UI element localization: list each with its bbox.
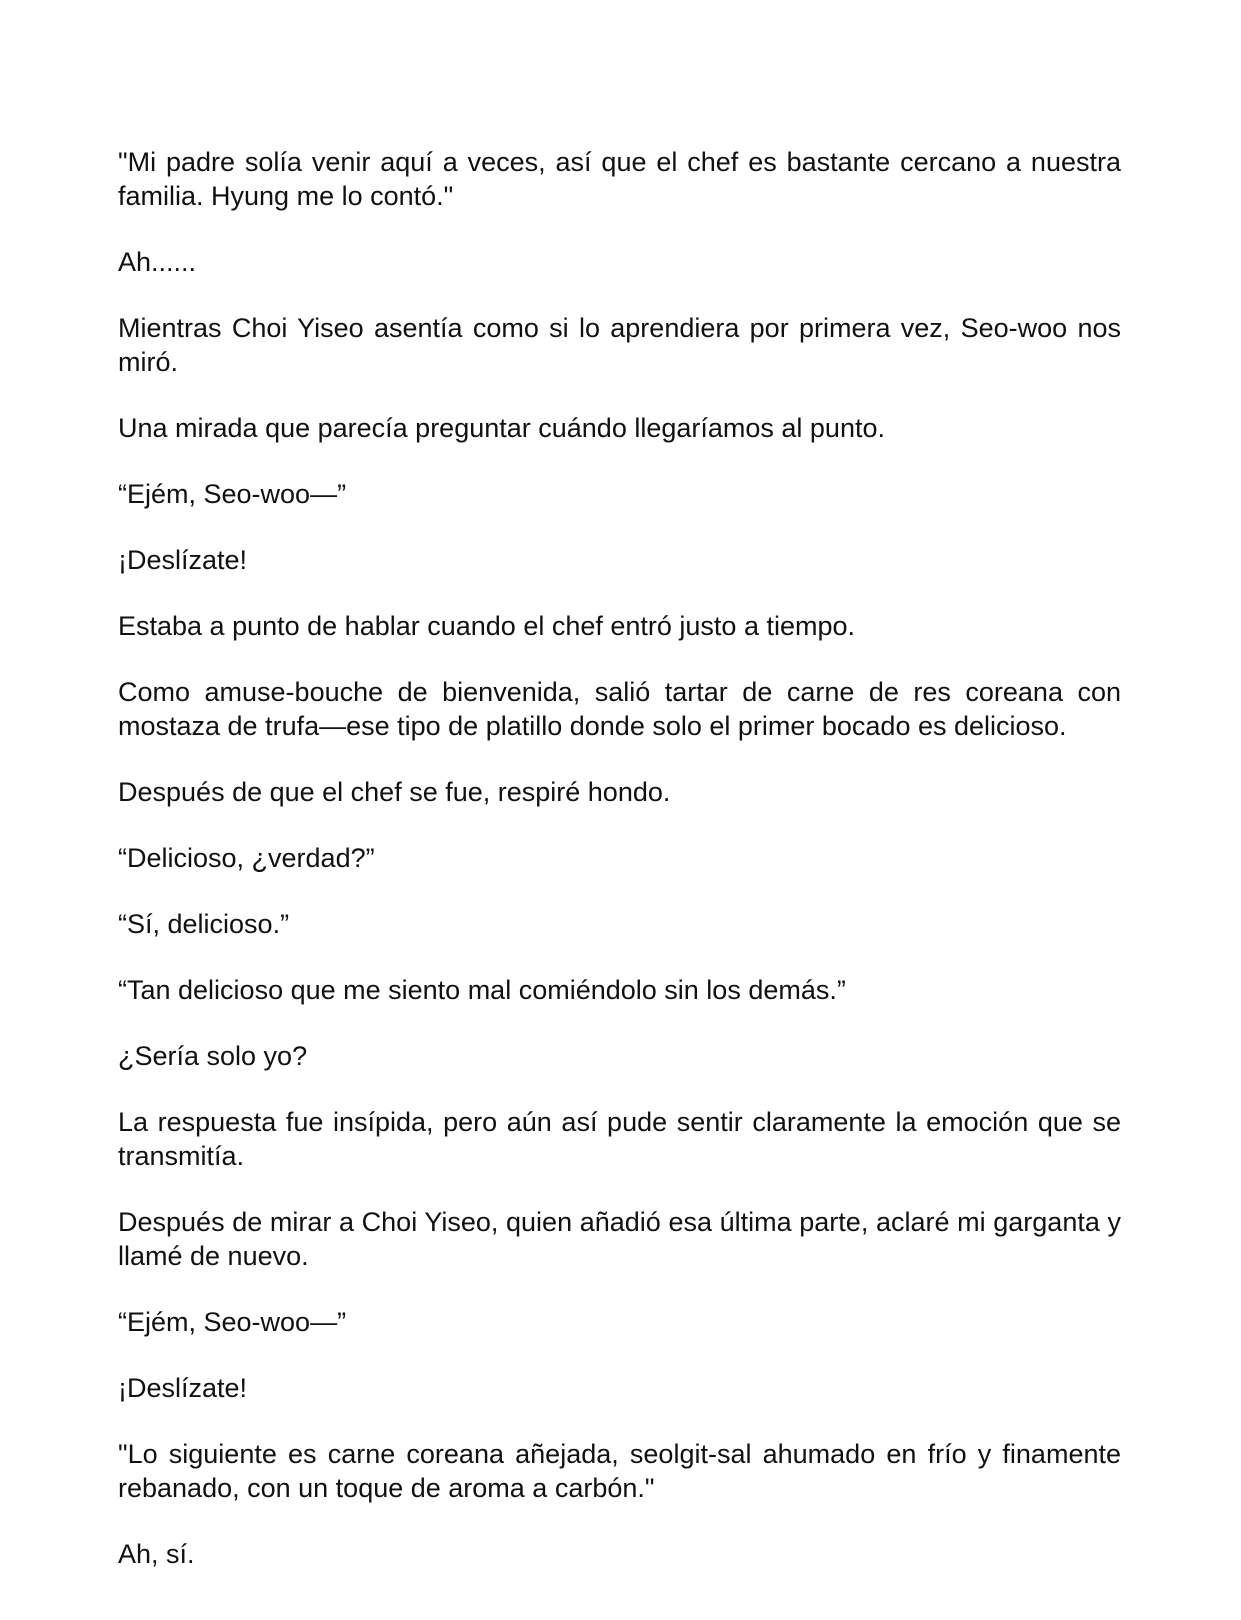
- paragraph: “Sí, delicioso.”: [118, 909, 290, 939]
- paragraph: Después de mirar a Choi Yiseo, quien añadió esa última parte, aclaré mi garganta y llamé de nuevo.: [118, 1207, 1121, 1271]
- paragraph: La respuesta fue insípida, pero aún así pude sentir claramente la emoción que se transmitía.: [118, 1107, 1121, 1171]
- paragraph: Una mirada que parecía preguntar cuándo llegaríamos al punto.: [118, 413, 885, 443]
- paragraph: Estaba a punto de hablar cuando el chef entró justo a tiempo.: [118, 611, 856, 641]
- paragraph: Como amuse-bouche de bienvenida, salió tartar de carne de res coreana con mostaza de trufa—ese tipo de platillo donde solo el primer bocado es delicioso.: [118, 677, 1121, 741]
- paragraph: Ah, sí.: [118, 1539, 195, 1569]
- paragraph: Ah......: [118, 247, 197, 277]
- paragraph: ¡Deslízate!: [118, 545, 248, 575]
- paragraph: ¡Deslízate!: [118, 1373, 248, 1403]
- paragraph: "Lo siguiente es carne coreana añejada, seolgit-sal ahumado en frío y finamente rebanado, con un toque de aroma a carbón.": [118, 1439, 1121, 1503]
- paragraph: Después de que el chef se fue, respiré hondo.: [118, 777, 671, 807]
- paragraph: Mientras Choi Yiseo asentía como si lo aprendiera por primera vez, Seo-woo nos miró.: [118, 313, 1121, 377]
- document-body: [118, 145, 1121, 1603]
- paragraph: “Ejém, Seo-woo—”: [118, 1307, 347, 1337]
- paragraph: “Ejém, Seo-woo—”: [118, 479, 347, 509]
- paragraph: “Tan delicioso que me siento mal comiéndolo sin los demás.”: [118, 975, 846, 1005]
- paragraph: "Mi padre solía venir aquí a veces, así que el chef es bastante cercano a nuestra familia. Hyung me lo contó.": [118, 147, 1121, 211]
- paragraph: ¿Sería solo yo?: [118, 1041, 308, 1071]
- paragraph: “Delicioso, ¿verdad?”: [118, 843, 375, 873]
